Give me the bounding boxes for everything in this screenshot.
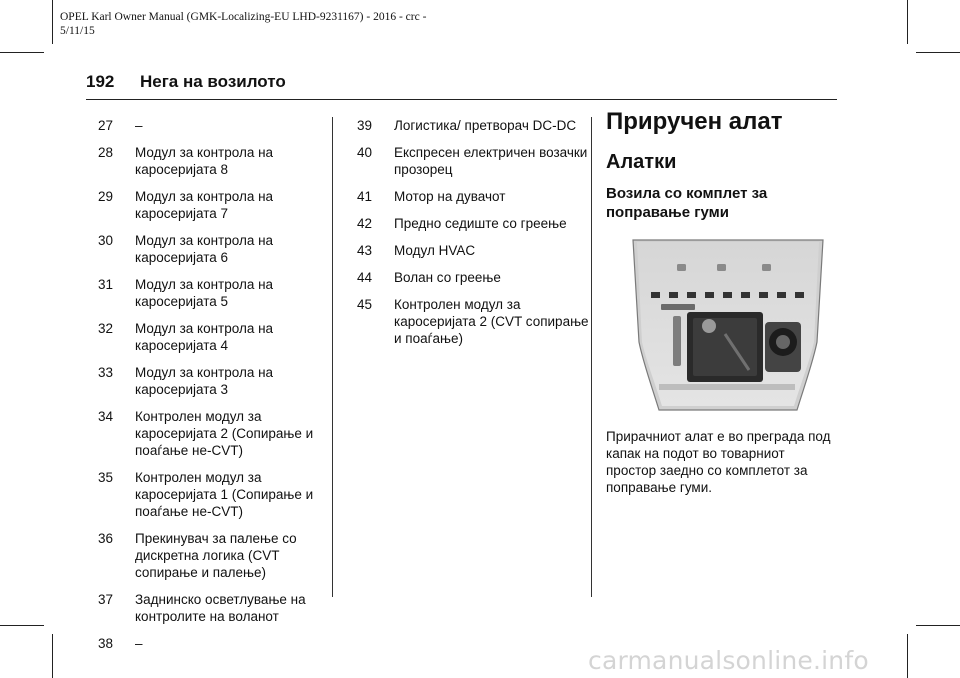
fuse-list-left bbox=[98, 117, 330, 662]
list-item bbox=[98, 530, 330, 581]
item-text: Логистика/ претворач DC-DC bbox=[394, 118, 577, 133]
item-number: 28 bbox=[98, 145, 114, 160]
item-number: 38 bbox=[98, 636, 114, 651]
item-number: 33 bbox=[98, 365, 114, 380]
heading-level-3: Возила со комплет за поправање гуми bbox=[606, 185, 768, 221]
crop-mark-bottom-right-horizontal bbox=[916, 625, 960, 626]
section-title: Нега на возилото bbox=[140, 72, 286, 91]
column-divider-2 bbox=[591, 117, 592, 597]
item-number: 39 bbox=[357, 118, 373, 133]
list-item bbox=[98, 469, 330, 520]
item-number: 27 bbox=[98, 118, 114, 133]
print-meta-line-1: OPEL Karl Owner Manual (GMK-Localizing-EU LHD-9231167) - 2016 - crc - bbox=[60, 11, 427, 23]
item-number: 35 bbox=[98, 470, 114, 485]
item-text: Модул за контрола на каросеријата 5 bbox=[135, 277, 274, 309]
item-number: 44 bbox=[357, 270, 373, 285]
item-number: 32 bbox=[98, 321, 114, 336]
heading-level-2: Алатки bbox=[606, 151, 677, 173]
crop-mark-bottom-left-vertical bbox=[52, 634, 53, 678]
item-number: 42 bbox=[357, 216, 373, 231]
fuse-list-middle bbox=[357, 117, 589, 357]
column-divider-1 bbox=[332, 117, 333, 597]
header-rule bbox=[86, 99, 837, 100]
crop-mark-top-left-vertical bbox=[52, 0, 53, 44]
list-item bbox=[98, 635, 330, 652]
list-item bbox=[357, 117, 589, 134]
item-text: Прекинувач за палење со дискретна логика (CVT сопирање и палење) bbox=[135, 531, 297, 580]
list-item bbox=[357, 269, 589, 286]
list-item bbox=[357, 215, 589, 232]
item-text: Мотор на дувачот bbox=[394, 189, 506, 204]
tool-compartment-photo bbox=[629, 238, 827, 412]
item-text: Експресен електричен возачки прозорец bbox=[394, 145, 588, 177]
running-head bbox=[86, 72, 286, 92]
item-text: Контролен модул за каросеријата 2 (Сопирање и поаѓање не-CVT) bbox=[135, 409, 314, 458]
item-text: Модул за контрола на каросеријата 7 bbox=[135, 189, 274, 221]
item-text: Контролен модул за каросеријата 1 (Сопирање и поаѓање не-CVT) bbox=[135, 470, 314, 519]
item-text: Заднинско осветлување на контролите на воланот bbox=[135, 592, 306, 624]
list-item bbox=[98, 232, 330, 266]
list-item bbox=[98, 276, 330, 310]
page-number: 192 bbox=[86, 72, 115, 91]
item-number: 36 bbox=[98, 531, 114, 546]
list-item bbox=[357, 188, 589, 205]
item-number: 29 bbox=[98, 189, 114, 204]
print-meta-line-2: 5/11/15 bbox=[60, 25, 95, 37]
list-item bbox=[98, 364, 330, 398]
crop-mark-top-right-vertical bbox=[907, 0, 908, 44]
item-text: Контролен модул за каросеријата 2 (CVT сопирање и поаѓање) bbox=[394, 297, 589, 346]
heading-level-1: Приручен алат bbox=[606, 108, 783, 135]
item-text: Модул за контрола на каросеријата 3 bbox=[135, 365, 274, 397]
item-text: Предно седиште со греење bbox=[394, 216, 567, 231]
print-meta-header bbox=[60, 10, 426, 38]
photo-caption: Прирачниот алат е во преграда под капак на подот во товарниот простор заедно со комплетот за поправање гуми. bbox=[606, 429, 831, 495]
crop-mark-top-right-horizontal bbox=[916, 52, 960, 53]
list-item bbox=[98, 408, 330, 459]
item-text: Модул за контрола на каросеријата 4 bbox=[135, 321, 274, 353]
item-text: – bbox=[135, 636, 143, 651]
list-item bbox=[357, 144, 589, 178]
list-item bbox=[357, 242, 589, 259]
list-item bbox=[98, 591, 330, 625]
item-number: 37 bbox=[98, 592, 114, 607]
crop-mark-bottom-left-horizontal bbox=[0, 625, 44, 626]
list-item bbox=[98, 320, 330, 354]
item-text: Модул за контрола на каросеријата 6 bbox=[135, 233, 274, 265]
item-number: 31 bbox=[98, 277, 114, 292]
tools-section bbox=[606, 108, 836, 222]
crop-mark-bottom-right-vertical bbox=[907, 634, 908, 678]
list-item bbox=[98, 117, 330, 134]
item-number: 41 bbox=[357, 189, 373, 204]
item-text: Модул HVAC bbox=[394, 243, 476, 258]
list-item bbox=[357, 296, 589, 347]
watermark: carmanualsonline.info bbox=[588, 646, 869, 675]
list-item bbox=[98, 144, 330, 178]
item-text: Волан со греење bbox=[394, 270, 501, 285]
item-number: 40 bbox=[357, 145, 373, 160]
item-number: 43 bbox=[357, 243, 373, 258]
list-item bbox=[98, 188, 330, 222]
item-number: 34 bbox=[98, 409, 114, 424]
crop-mark-top-left-horizontal bbox=[0, 52, 44, 53]
item-number: 45 bbox=[357, 297, 373, 312]
item-text: – bbox=[135, 118, 143, 133]
item-text: Модул за контрола на каросеријата 8 bbox=[135, 145, 274, 177]
item-number: 30 bbox=[98, 233, 114, 248]
